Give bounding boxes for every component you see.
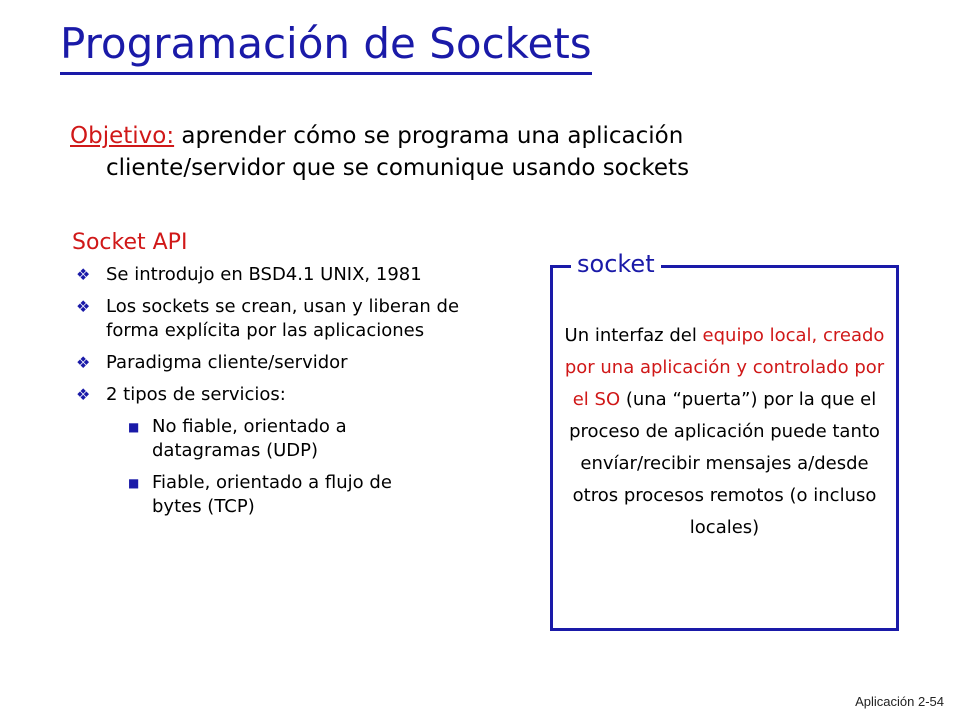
objective-line1: aprender cómo se programa una aplicación	[181, 123, 684, 149]
bullet-text: Los sockets se crean, usan y liberan de forma explícita por las aplicaciones	[106, 296, 460, 341]
sub-bullet-text: No fiable, orientado a datagramas (UDP)	[152, 416, 347, 461]
socket-api-section	[72, 230, 492, 527]
bullet-item	[72, 351, 496, 375]
socket-definition-box	[550, 250, 899, 631]
bullet-text: 2 tipos de servicios:	[106, 384, 286, 405]
bullet-item	[72, 295, 466, 343]
sub-bullet-text: Fiable, orientado a flujo de bytes (TCP)	[152, 472, 392, 517]
socket-legend: socket	[571, 246, 661, 282]
square-bullet-icon: ■	[128, 420, 140, 434]
socket-description	[555, 320, 894, 544]
socket-api-heading: Socket API	[72, 230, 188, 255]
bullet-text: Se introdujo en BSD4.1 UNIX, 1981	[106, 264, 422, 285]
desc-pre: Un interfaz del	[564, 325, 703, 346]
bullet-text: Paradigma cliente/servidor	[106, 352, 348, 373]
objective-line2: cliente/servidor que se comunique usando sockets	[106, 155, 690, 181]
square-bullet-icon: ■	[128, 476, 140, 490]
objective-label: Objetivo:	[70, 123, 175, 149]
bullet-item	[72, 263, 436, 287]
desc-post: (una “puerta”) por la que el proceso de aplicación puede tanto envíar/recibir mensajes a/desde otros procesos remotos (o incluso locales)	[569, 389, 880, 538]
objective	[70, 120, 930, 184]
diamond-bullet-icon: ❖	[76, 265, 91, 284]
diamond-bullet-icon: ❖	[76, 353, 91, 372]
bullet-item	[72, 383, 496, 407]
slide-footer: Aplicación 2-54	[855, 694, 944, 709]
slide-title: Programación de Sockets	[60, 18, 592, 75]
diamond-bullet-icon: ❖	[76, 297, 91, 316]
desc-highlight: equipo local, creado por una aplicación y controlado por el SO	[564, 325, 885, 410]
sub-bullet-item	[72, 415, 412, 463]
sub-bullet-item	[72, 471, 422, 519]
diamond-bullet-icon: ❖	[76, 385, 91, 404]
